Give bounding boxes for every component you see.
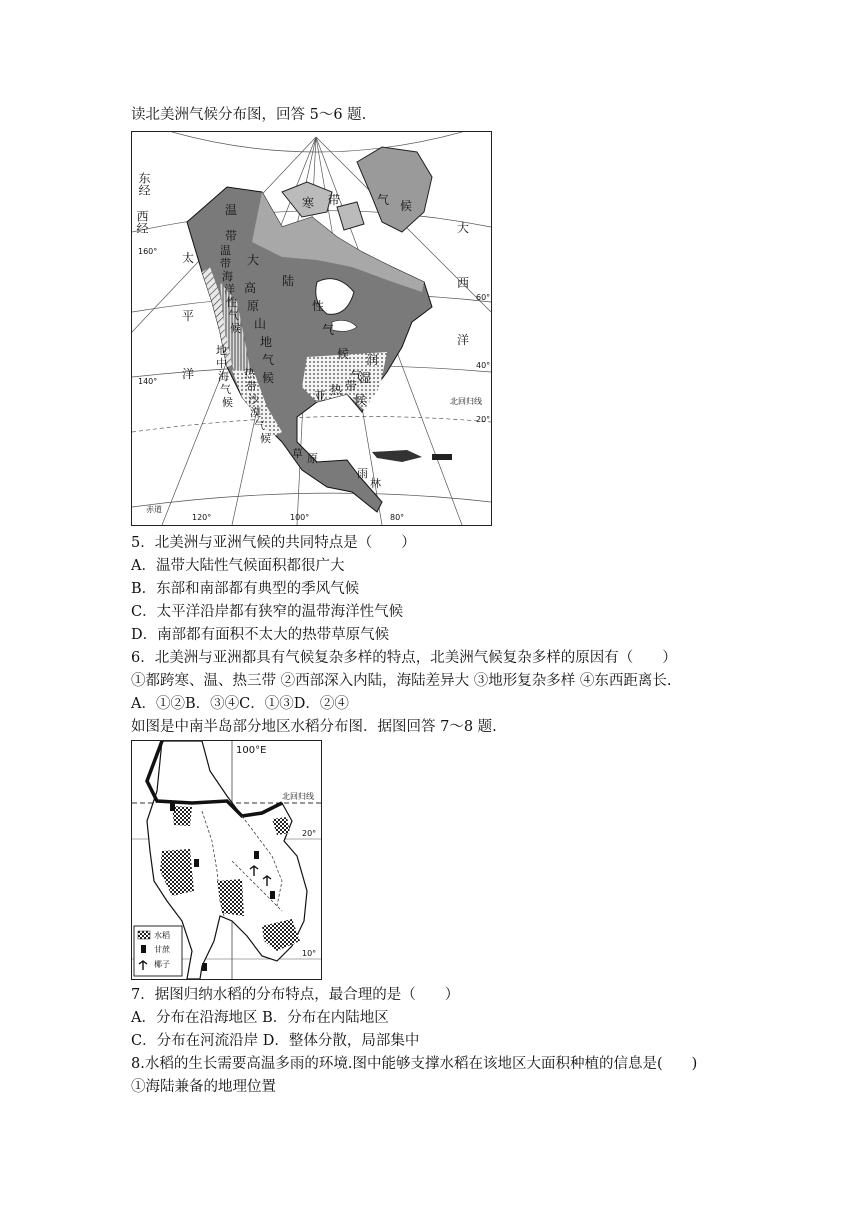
intro-7-8: 如图是中南半岛部分地区水稻分布图．据图回答 7～8 题. — [131, 719, 497, 735]
label-hl-6: 候 — [262, 371, 275, 385]
label-rain-1: 雨 — [357, 467, 368, 480]
legend-rice: 水稻 — [154, 931, 170, 940]
label-grass-1: 草 — [292, 447, 303, 460]
label-grass-2: 原 — [307, 452, 318, 465]
intro-5-6: 读北美洲气候分布图，回答 5～6 题. — [131, 107, 367, 123]
north-america-climate-map — [131, 131, 492, 526]
label-tropic-2: 北回归线 — [282, 792, 314, 801]
label-west-longitude: 西经 — [135, 210, 149, 234]
label-deg-40: 40° — [476, 361, 491, 370]
label-equator: 赤道 — [146, 505, 162, 514]
label-polar-2: 带 — [328, 193, 341, 207]
label-tropic: 北回归线 — [450, 397, 482, 406]
label-hl-5: 气 — [262, 353, 275, 367]
label-tc-4: 陆 — [282, 274, 295, 288]
label-desert-4: 漠 — [250, 406, 261, 419]
q5-stem: 5．北美洲与亚洲气候的共同特点是（ ） — [131, 535, 416, 551]
label-tm-7: 候 — [230, 322, 241, 335]
label-deg-160: 160° — [138, 247, 158, 256]
label-hl-3: 山 — [254, 317, 267, 331]
label-deg-140: 140° — [138, 377, 158, 386]
legend-coconut: 椰子 — [154, 960, 170, 969]
label-atlantic-1: 大 — [457, 221, 470, 235]
label-sh-2: 热 — [330, 383, 343, 397]
q6-options: A．①②B．③④C．①③D．②④ — [131, 696, 349, 712]
label-20deg: 20° — [302, 829, 317, 838]
label-deg-100: 100° — [290, 513, 310, 522]
label-med-4: 气 — [220, 383, 231, 396]
label-tm-4: 洋 — [224, 283, 235, 296]
label-pacific-3: 洋 — [182, 367, 195, 381]
label-desert-6: 候 — [260, 432, 271, 445]
label-rain-2: 林 — [370, 477, 381, 490]
label-polar-4: 候 — [400, 199, 413, 213]
label-hl-4: 地 — [260, 335, 273, 349]
label-east-longitude: 东经 — [137, 172, 151, 196]
label-sh-1: 亚 — [314, 389, 327, 403]
label-tc-1: 温 — [225, 203, 238, 217]
label-tm-2: 带 — [220, 257, 231, 270]
q5-option-b: B．东部和南部都有典型的季风气候 — [131, 581, 360, 597]
label-tc-7: 候 — [337, 347, 350, 361]
label-deg-120: 120° — [192, 513, 212, 522]
label-polar-1: 寒 — [302, 196, 315, 210]
label-deg-60: 60° — [476, 293, 491, 302]
label-tc-5: 性 — [312, 299, 325, 313]
label-desert-3: 沙 — [248, 393, 259, 406]
label-atlantic-3: 洋 — [457, 333, 470, 347]
label-sh-5: 润 — [366, 353, 379, 367]
label-sh-7: 候 — [354, 393, 367, 407]
label-med-1: 地 — [216, 344, 227, 357]
label-deg-20: 20° — [476, 415, 491, 424]
label-tm-3: 海 — [222, 270, 233, 283]
label-sh-4: 湿 — [359, 371, 372, 385]
label-med-3: 海 — [218, 370, 229, 383]
q6-stem: 6．北美洲与亚洲都具有气候复杂多样的特点，北美洲气候复杂多样的原因有（ ） — [131, 650, 677, 666]
label-hl-2: 原 — [247, 299, 260, 313]
legend-sugarcane: 甘蔗 — [154, 945, 170, 954]
label-med-5: 候 — [222, 396, 233, 409]
label-tc-3: 大 — [247, 253, 260, 267]
label-med-2: 中 — [216, 357, 227, 370]
q5-option-d: D．南部都有面积不太大的热带草原气候 — [131, 627, 390, 643]
indochina-rice-map — [131, 740, 322, 980]
label-desert-1: 热 — [244, 367, 255, 380]
label-sh-6: 气 — [350, 369, 363, 383]
label-hl-1: 高 — [244, 281, 257, 295]
q8-option-1: ①海陆兼备的地理位置 — [131, 1079, 276, 1095]
label-polar-3: 气 — [377, 193, 390, 207]
label-10deg: 10° — [302, 949, 317, 958]
q6-reasons: ①都跨寒、温、热三带 ②西部深入内陆，海陆差异大 ③地形复杂多样 ④东西距离长. — [131, 673, 672, 689]
q8-stem: 8.水稻的生长需要高温多雨的环境.图中能够支撑水稻在该地区大面积种植的信息是( ) — [131, 1056, 698, 1072]
label-tm-1: 温 — [220, 244, 231, 257]
label-pacific-2: 平 — [182, 309, 195, 323]
q7-options-2: C．分布在河流沿岸 D．整体分散，局部集中 — [131, 1033, 420, 1049]
label-deg-80: 80° — [390, 513, 405, 522]
q5-option-c: C．太平洋沿岸都有狭窄的温带海洋性气候 — [131, 604, 404, 620]
label-desert-5: 气 — [254, 419, 265, 432]
label-pacific-1: 太 — [182, 251, 195, 265]
q5-option-a: A．温带大陆性气候面积都很广大 — [131, 558, 345, 574]
label-tm-5: 性 — [226, 296, 237, 309]
label-desert-2: 带 — [246, 380, 257, 393]
label-tc-6: 气 — [322, 323, 335, 337]
label-sh-3: 带 — [345, 379, 358, 393]
label-100e: 100°E — [236, 745, 267, 756]
label-tc-2: 带 — [225, 229, 238, 243]
q7-options-1: A．分布在沿海地区 B．分布在内陆地区 — [131, 1010, 389, 1026]
label-tm-6: 气 — [228, 309, 239, 322]
label-atlantic-2: 西 — [457, 276, 470, 290]
q7-stem: 7．据图归纳水稻的分布特点，最合理的是（ ） — [131, 987, 460, 1003]
